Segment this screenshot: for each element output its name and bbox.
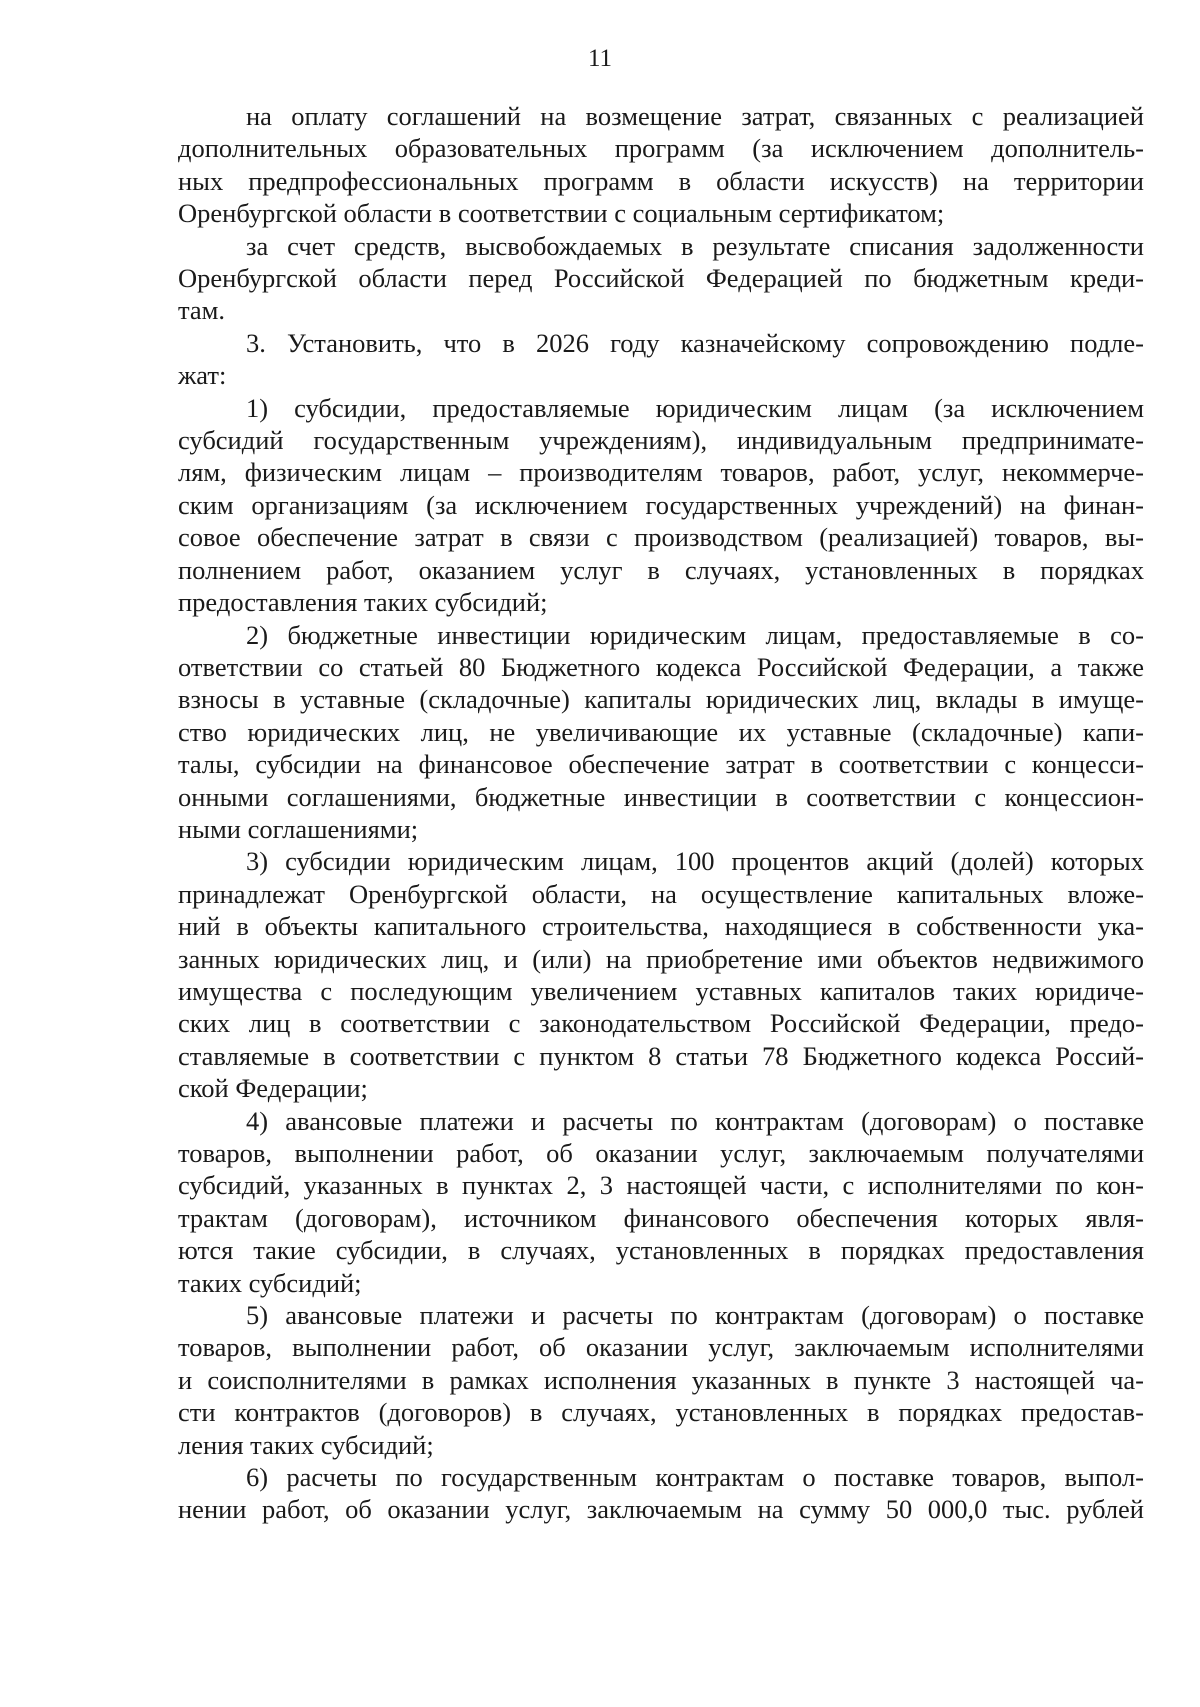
text-line: онными соглашениями, бюджетные инвестиции в соответствии с концессион-	[178, 781, 1144, 812]
text-line: субсидий, указанных в пунктах 2, 3 настоящей части, с исполнителями по кон-	[178, 1170, 1144, 1201]
text-line: совое обеспечение затрат в связи с производством (реализацией) товаров, вы-	[178, 522, 1144, 553]
text-line: 6) расчеты по государственным контрактам о поставке товаров, выпол-	[246, 1462, 1144, 1493]
text-line: на оплату соглашений на возмещение затрат, связанных с реализацией	[246, 101, 1144, 131]
text-line: дополнительных образовательных программ (за исключением дополнитель-	[178, 133, 1144, 164]
text-line: 5) авансовые платежи и расчеты по контрактам (договорам) о поставке	[246, 1300, 1144, 1331]
text-line: ставляемые в соответствии с пунктом 8 статьи 78 Бюджетного кодекса Россий-	[178, 1040, 1144, 1071]
text-line: имущества с последующим увеличением уставных капиталов таких юридиче-	[178, 975, 1144, 1006]
text-line: ответствии со статьей 80 Бюджетного кодекса Российской Федерации, а также	[178, 651, 1144, 682]
text-line: 1) субсидии, предоставляемые юридическим лицам (за исключением	[246, 392, 1144, 423]
text-line: ским организациям (за исключением государственных учреждений) на финан-	[178, 489, 1144, 520]
text-line: за счет средств, высвобождаемых в результате списания задолженности	[246, 230, 1144, 261]
text-line: ний в объекты капитального строительства, находящиеся в собственности ука-	[178, 911, 1144, 942]
text-line: полнением работ, оказанием услуг в случаях, установленных в порядках	[178, 554, 1144, 585]
paragraph	[178, 619, 1144, 846]
text-line: Оренбургской области перед Российской Федерацией по бюджетным креди-	[178, 263, 1144, 294]
text-line: 3) субсидии юридическим лицам, 100 процентов акций (долей) которых	[246, 846, 1144, 877]
text-line: ской Федерации;	[178, 1073, 368, 1104]
text-line: и соисполнителями в рамках исполнения указанных в пункте 3 настоящей ча-	[178, 1364, 1144, 1395]
text-line: 4) авансовые платежи и расчеты по контрактам (договорам) о поставке	[246, 1105, 1144, 1136]
text-line: занных юридических лиц, и (или) на приобретение ими объектов недвижимого	[178, 943, 1144, 974]
paragraph	[178, 230, 1144, 327]
paragraph	[178, 327, 1144, 392]
text-line: жат:	[178, 360, 227, 391]
text-line: принадлежат Оренбургской области, на осуществление капитальных вложе-	[178, 878, 1144, 909]
text-line: предоставления таких субсидий;	[178, 587, 548, 618]
document-body	[178, 100, 1144, 1526]
text-line: взносы в уставные (складочные) капиталы юридических лиц, вклады в имуще-	[178, 684, 1144, 715]
text-line: лям, физическим лицам – производителям товаров, работ, услуг, некоммерче-	[178, 457, 1144, 488]
paragraph	[178, 1461, 1144, 1526]
text-line: 3. Установить, что в 2026 году казначейскому сопровождению подле-	[246, 327, 1144, 358]
text-line: нении работ, об оказании услуг, заключаемым на сумму 50 000,0 тыс. рублей	[178, 1494, 1144, 1525]
text-line: 2) бюджетные инвестиции юридическим лицам, предоставляемые в со-	[246, 619, 1144, 650]
text-line: трактам (договорам), источником финансового обеспечения которых явля-	[178, 1202, 1144, 1233]
text-line: товаров, выполнении работ, об оказании услуг, заключаемым получателями	[178, 1138, 1144, 1168]
text-line: Оренбургской области в соответствии с социальным сертификатом;	[178, 198, 945, 229]
paragraph	[178, 1299, 1144, 1461]
text-line: ными соглашениями;	[178, 813, 419, 844]
paragraph	[178, 100, 1144, 230]
text-line: ления таких субсидий;	[178, 1429, 434, 1460]
text-line: субсидий государственным учреждениям), индивидуальным предпринимате-	[178, 425, 1144, 456]
text-line: товаров, выполнении работ, об оказании услуг, заключаемым исполнителями	[178, 1332, 1144, 1363]
text-line: там.	[178, 295, 226, 326]
paragraph	[178, 1105, 1144, 1299]
text-line: ство юридических лиц, не увеличивающие их уставные (складочные) капи-	[178, 716, 1144, 747]
text-line: талы, субсидии на финансовое обеспечение затрат в соответствии с концесси-	[178, 749, 1144, 780]
page-number: 11	[587, 45, 613, 72]
text-line: таких субсидий;	[178, 1267, 362, 1298]
text-line: сти контрактов (договоров) в случаях, установленных в порядках предостав-	[178, 1397, 1144, 1428]
text-line: ных предпрофессиональных программ в области искусств) на территории	[178, 165, 1144, 196]
text-line: ются такие субсидии, в случаях, установленных в порядках предоставления	[178, 1235, 1144, 1266]
text-line: ских лиц в соответствии с законодательством Российской Федерации, предо-	[178, 1008, 1144, 1039]
paragraph	[178, 845, 1144, 1104]
paragraph	[178, 392, 1144, 619]
